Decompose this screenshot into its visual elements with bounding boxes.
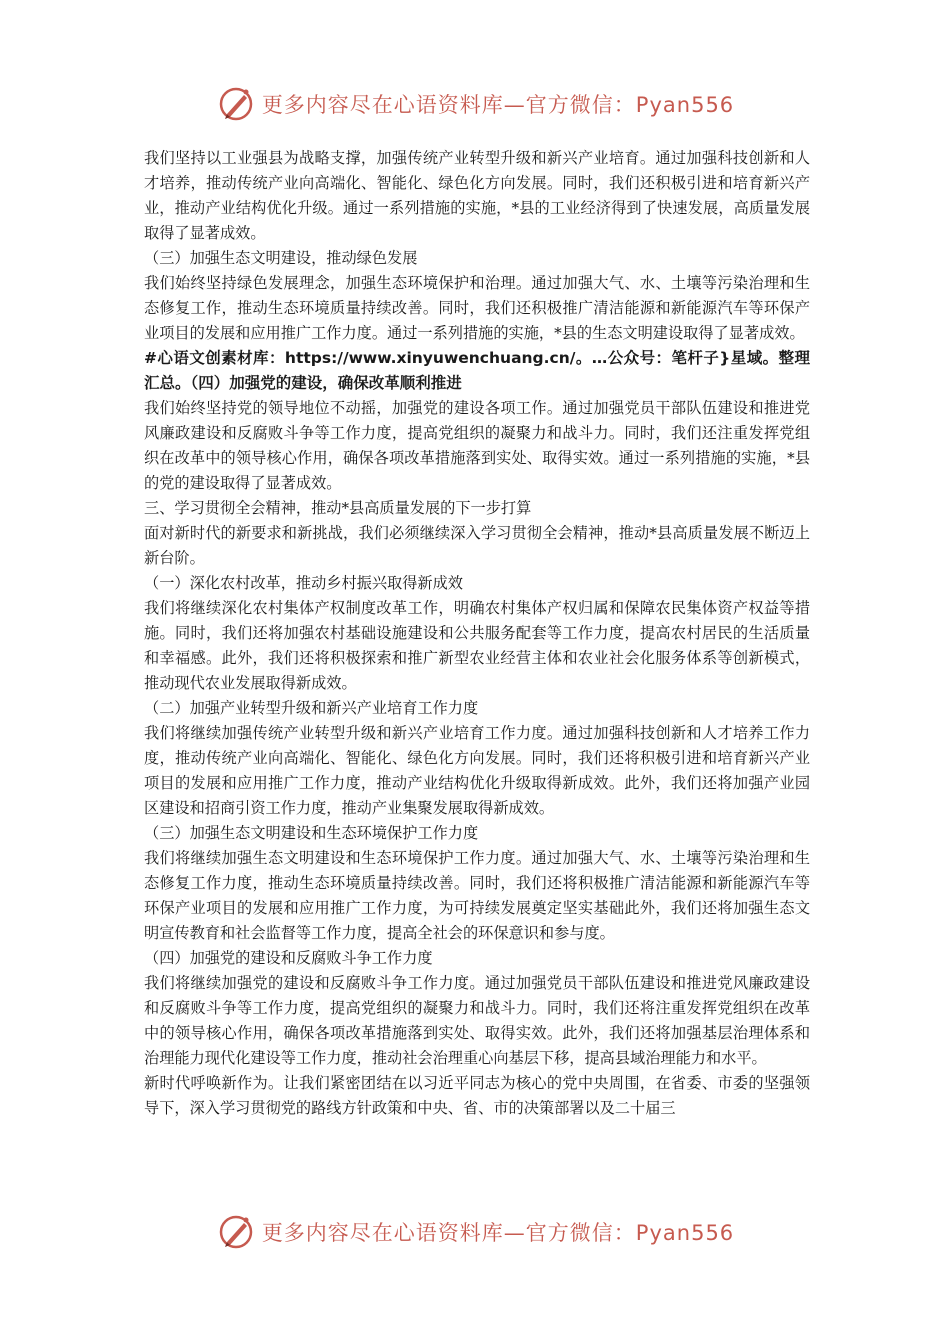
footer-banner-text: 更多内容尽在心语资料库—官方微信：Pyan556 — [261, 1221, 735, 1245]
paragraph: 新时代呼唤新作为。让我们紧密团结在以习近平同志为核心的党中央周围，在省委、市委的坚强领导下，深入学习贯彻党的路线方针政策和中央、省、市的决策部署以及二十届三 — [144, 1074, 810, 1117]
paragraph: 我们始终坚持党的领导地位不动摇，加强党的建设各项工作。通过加强党员干部队伍建设和推进党风廉政建设和反腐败斗争等工作力度，提高党组织的凝聚力和战斗力。同时，我们还注重发挥党组织在改革中的领导核心作用，确保各项改革措施落到实处、取得实效。通过一系列措施的实施，*县的党的建设取得了显著成效。 — [144, 399, 810, 492]
header-banner-text: 更多内容尽在心语资料库—官方微信：Pyan556 — [261, 93, 735, 117]
section-heading: （一）深化农村改革，推动乡村振兴取得新成效 — [144, 574, 463, 592]
pen-logo-icon — [216, 1212, 256, 1252]
paragraph: 我们将继续深化农村集体产权制度改革工作，明确农村集体产权归属和保障农民集体资产权益等措施。同时，我们还将加强农村基础设施建设和公共服务配套等工作力度，提高农村居民的生活质量和幸福感。此外，我们还将积极探索和推广新型农业经营主体和农业社会化服务体系等创新模式，推动现代农业发展取得新成效。 — [144, 599, 810, 692]
section-heading: （三）加强生态文明建设，推动绿色发展 — [144, 249, 418, 267]
paragraph: 我们始终坚持绿色发展理念，加强生态环境保护和治理。通过加强大气、水、土壤等污染治理和生态修复工作，推动生态环境质量持续改善。同时，我们还积极推广清洁能源和新能源汽车等环保产业项目的发展和应用推广工作力度。通过一系列措施的实施，*县的生态文明建设取得了显著成效。 — [144, 274, 810, 342]
document-body — [144, 146, 810, 1121]
header-banner — [0, 84, 950, 124]
paragraph: 我们将继续加强党的建设和反腐败斗争工作力度。通过加强党员干部队伍建设和推进党风廉政建设和反腐败斗争等工作力度，提高党组织的凝聚力和战斗力。同时，我们还将注重发挥党组织在改革中的领导核心作用，确保各项改革措施落到实处、取得实效。此外，我们还将加强基层治理体系和治理能力现代化建设等工作力度，推动社会治理重心向基层下移，提高县域治理能力和水平。 — [144, 974, 810, 1067]
pen-logo-icon — [216, 84, 256, 124]
bold-paragraph: #心语文创素材库：https://www.xinyuwenchuang.cn/。…公众号：笔杆子}星域。整理汇总。（四）加强党的建设，确保改革顺利推进 — [144, 349, 810, 392]
paragraph: 我们将继续加强生态文明建设和生态环境保护工作力度。通过加强大气、水、土壤等污染治理和生态修复工作力度，推动生态环境质量持续改善。同时，我们还将积极推广清洁能源和新能源汽车等环保产业项目的发展和应用推广工作力度，为可持续发展奠定坚实基础此外，我们还将加强生态文明宣传教育和社会监督等工作力度，提高全社会的环保意识和参与度。 — [144, 849, 810, 942]
section-heading: （二）加强产业转型升级和新兴产业培育工作力度 — [144, 699, 479, 717]
section-heading: 三、学习贯彻全会精神，推动*县高质量发展的下一步打算 — [144, 499, 532, 517]
section-heading: （四）加强党的建设和反腐败斗争工作力度 — [144, 949, 433, 967]
paragraph: 面对新时代的新要求和新挑战，我们必须继续深入学习贯彻全会精神，推动*县高质量发展不断迈上新台阶。 — [144, 524, 810, 567]
section-heading: （三）加强生态文明建设和生态环境保护工作力度 — [144, 824, 479, 842]
footer-banner — [0, 1212, 950, 1252]
paragraph: 我们将继续加强传统产业转型升级和新兴产业培育工作力度。通过加强科技创新和人才培养工作力度，推动传统产业向高端化、智能化、绿色化方向发展。同时，我们还将积极引进和培育新兴产业项目的发展和应用推广工作力度，推动产业结构优化升级取得新成效。此外，我们还将加强产业园区建设和招商引资工作力度，推动产业集聚发展取得新成效。 — [144, 724, 810, 817]
paragraph: 我们坚持以工业强县为战略支撑，加强传统产业转型升级和新兴产业培育。通过加强科技创新和人才培养，推动传统产业向高端化、智能化、绿色化方向发展。同时，我们还积极引进和培育新兴产业，推动产业结构优化升级。通过一系列措施的实施，*县的工业经济得到了快速发展，高质量发展取得了显著成效。 — [144, 149, 810, 242]
